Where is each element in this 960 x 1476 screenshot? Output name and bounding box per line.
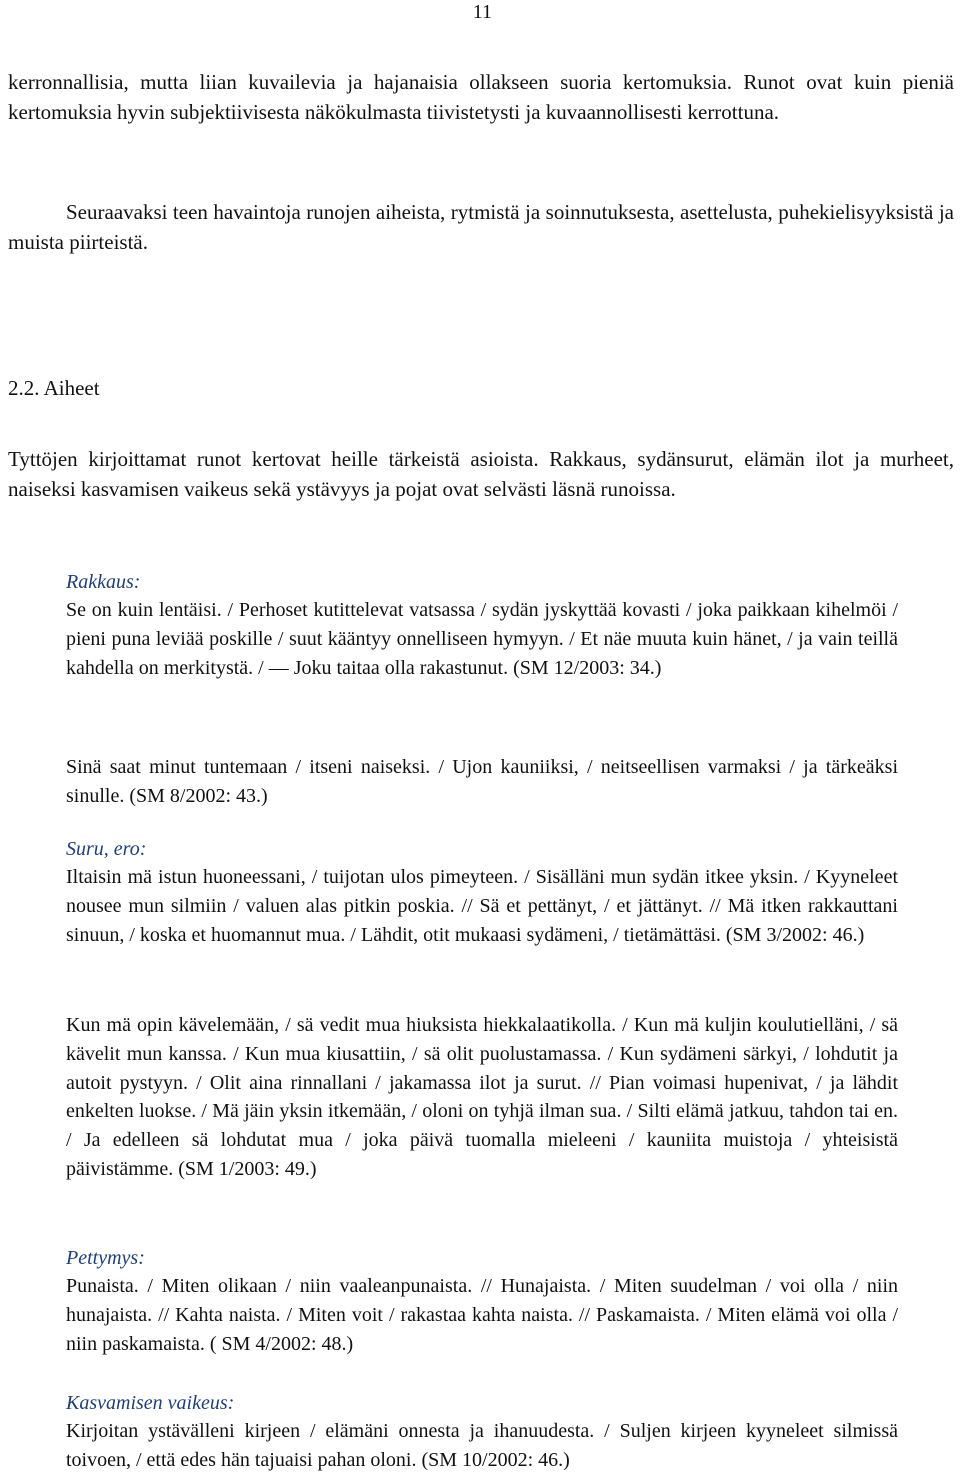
poem-quote: Kun mä opin kävelemään, / sä vedit mua hiuksista hiekkalaatikolla. / Kun mä kuljin koulutielläni, / sä kävelit mun kanssa. / Kun mua kiusattiin, / sä olit puolustamassa. / Kun sydämeni särkyi, / lohdutit ja autoit pystyyn. / Olit aina rinnallani / jakamassa ilot ja surut. // Pian voimasi hupenivat, / ja lähdit enkelten luokse. / Mä jäin yksin itkemään, / oloni on tyhjä ilman sua. / Silti elämä jatkuu, tahdon tai en. / Ja edelleen sä lohdutat mua / joka päivä tuomalla mieleeni / kauniita muistoja / yhteisistä päivistämme. (SM 1/2003: 49.) — [66, 1014, 898, 1180]
kasvaminen-label: Kasvamisen vaikeus: — [66, 1392, 235, 1414]
rakkaus-label: Rakkaus: — [66, 571, 141, 593]
poem-quote: Sinä saat minut tuntemaan / itseni naiseksi. / Ujon kauniiksi, / neitseellisen varmaksi / ja tärkeäksi sinulle. (SM 8/2002: 43.) — [66, 756, 898, 807]
pettymys-label: Pettymys: — [66, 1247, 145, 1269]
section-paragraph: Tyttöjen kirjoittamat runot kertovat heille tärkeistä asioista. Rakkaus, sydänsurut, elämän ilot ja murheet, naiseksi kasvamisen vaikeus sekä ystävyys ja pojat ovat selvästi läsnä runoissa. — [8, 447, 954, 501]
section-heading: 2.2. Aiheet — [8, 376, 100, 400]
poem-quote: Iltaisin mä istun huoneessani, / tuijotan ulos pimeyteen. / Sisälläni mun sydän itkee yksin. / Kyyneleet nousee mun silmiin / valuen alas pitkin poskia. // Sä et pettänyt, / et jättänyt. // Mä itken rakkauttani sinuun, / koska et huomannut mua. / Lähdit, otit mukaasi sydämeni, / tietämättäsi. (SM 3/2002: 46.) — [66, 866, 898, 946]
poem-quote: Punaista. / Miten olikaan / niin vaaleanpunaista. // Hunajaista. / Miten suudelman / voi olla / niin hunajaista. // Kahta naista. / Miten voit / rakastaa kahta naista. // Paskamaista. / Miten elämä voi olla / niin paskamaista. ( SM 4/2002: 48.) — [66, 1275, 898, 1355]
poem-quote: Se on kuin lentäisi. / Perhoset kutittelevat vatsassa / sydän jyskyttää kovasti / joka paikkaan kihelmöi / pieni puna leviää poskille / suut kääntyy onnelliseen hymyyn. / Et näe muuta kuin hänet, / ja vain teillä kahdella on merkitystä. / — Joku taitaa olla rakastunut. (SM 12/2003: 34.) — [66, 599, 898, 679]
pettymys-section — [66, 1244, 898, 1358]
poem-quote: Kirjoitan ystävälleni kirjeen / elämäni onnesta ja ihanuudesta. / Suljen kirjeen kyyneleet silmissä toivoen, / että edes hän tajuaisi pahan oloni. (SM 10/2002: 46.) — [66, 1420, 898, 1471]
intro-paragraph: kerronnallisia, mutta liian kuvailevia ja hajanaisia ollakseen suoria kertomuksia. Runot ovat kuin pieniä kertomuksia hyvin subjektiivisesta näkökulmasta tiivistetysti ja kuvaannollisesti kerrottuna. — [8, 70, 954, 124]
kasvaminen-section — [66, 1389, 898, 1475]
suru-label: Suru, ero: — [66, 838, 147, 860]
rakkaus-section-2 — [66, 753, 898, 811]
suru-section-2 — [66, 1011, 898, 1184]
page-number: 11 — [472, 1, 492, 23]
suru-section — [66, 835, 898, 949]
intro-paragraph-2: Seuraavaksi teen havaintoja runojen aiheista, rytmistä ja soinnutuksesta, asettelusta, puhekielisyyksistä ja muista piirteistä. — [8, 200, 954, 254]
rakkaus-section — [66, 568, 898, 682]
